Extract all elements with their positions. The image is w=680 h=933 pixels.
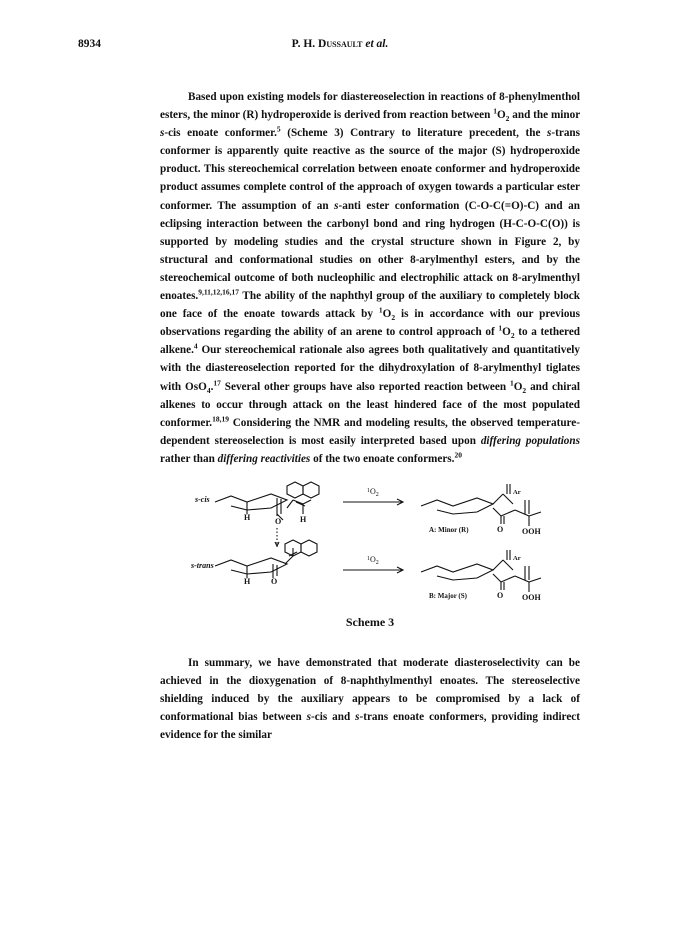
body-paragraph-1: Based upon existing models for diastereoselection in reactions of 8-phenylmenthol esters, the minor (R) hydroperoxide is derived from reaction between $^1O_2$ and the minor s-cis enoate conformer.$^5$ (Scheme 3) Contrary to literature precedent, the s-trans conformer is apparently quite reactive as the source of the major (S) hydroperoxide product. This stereochemical correlation between enoate conformer and hydroperoxide product assumes complete control of the approach of oxygen towards a particular ester conformer. The assumption of an s-anti ester conformation (C-O-C(=O)-C) and an eclipsing interaction between the carbonyl bond and ring hydrogen (H-C-O-C(O)) is supported by modeling studies and the crystal structure shown in Figure 2, by structural and conformational studies on other 8-arylmenthyl esters, and by the stereochemical outcome of both nucleophilic and electrophilic attack on 8-arylmenthyl enoates.$^{9,11,12,16,17}$ The ability of the naphthyl group of the auxiliary to completely block one face of the enoate towards attack by $^1O_2$ is in accordance with our previous observations regarding the ability of an arene to control approach of $^1O_2$ to a tethered alkene.$^4$ Our stereochemical rationale also agrees both qualitatively and quantitatively with the diastereoselection reported for the dihydroxylation of 8-arylmenthyl tiglates with OsO$_4$.$^{17}$ Several other groups have also reported reaction between $^1O_2$ and chiral alkenes to occur through attack on the least hindered face of the most populated conformer.$^{18,19}$ Considering the NMR and modeling results, the observed temperature-dependent stereoselection is most easily interpreted based upon differing populations rather than differing reactivities of the two enoate conformers.$^{20}$ [160,91,581,465]
ooh-label-a: OOH [522,527,541,536]
ar-label-b: Ar [513,555,521,562]
o-label-cis: O [275,517,282,526]
product-b-label: B: Major (S) [429,592,467,600]
reagent-label-2: $^1O_2$ [367,555,379,566]
ooh-label-b: OOH [522,593,541,602]
author-name: P. H. Dussault [291,38,363,50]
et-al: et al. [365,38,389,50]
s-cis-label: s-cis [195,495,210,504]
running-head [0,38,680,50]
body-paragraph-2: In summary, we have demonstrated that moderate diasteroselectivity can be achieved in the dioxygenation of 8-naphthylmenthyl enoates. The stereoselective shielding induced by the auxiliary appears to be compromised by a lack of conformational bias between s-cis and s-trans enoate conformers, providing indirect evidence for the similar [160,657,580,742]
product-a-label: A: Minor (R) [429,526,469,534]
h-label-trans: H [244,577,251,586]
h-label-cis: H [244,513,251,522]
o-label-trans: O [271,577,278,586]
scheme-caption: Scheme 3 [345,615,395,629]
o-label-b: O [497,591,504,600]
s-trans-label: s-trans [191,561,214,570]
scheme-3-figure [185,480,565,610]
h-label-cis-2: H [300,515,307,524]
reagent-label-1: $^1O_2$ [367,487,379,498]
ar-label-a: Ar [513,489,521,496]
o-label-a: O [497,525,504,534]
page-number: 8934 [78,38,101,50]
